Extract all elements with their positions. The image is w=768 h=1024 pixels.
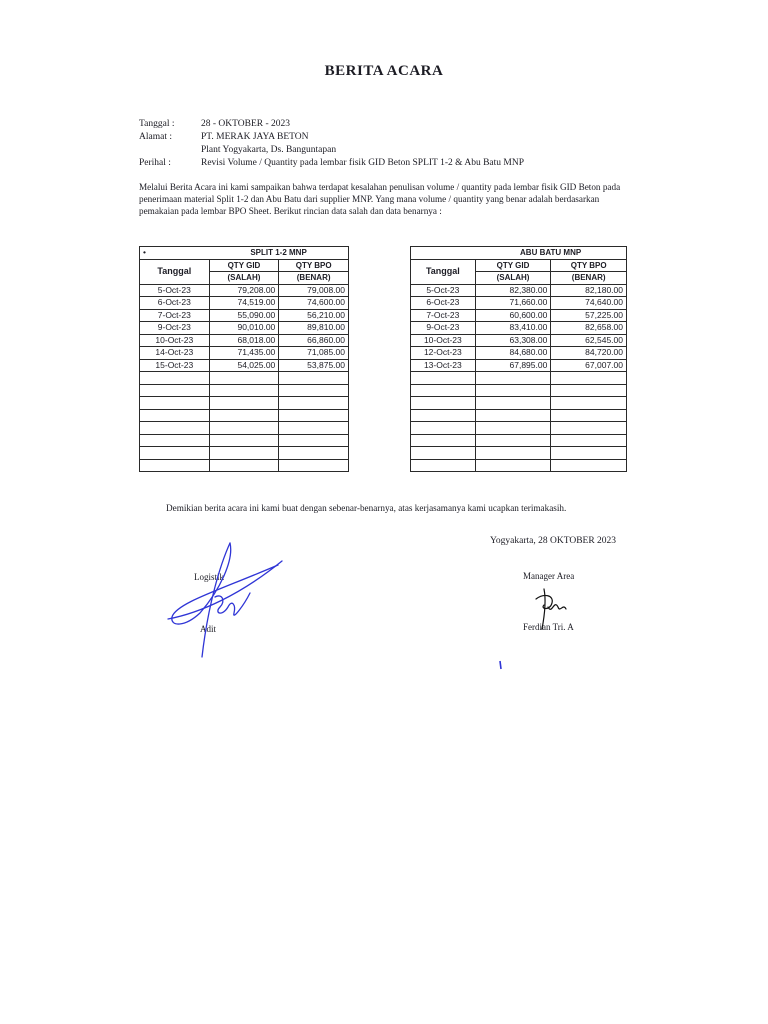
col-header-bpo: QTY BPO bbox=[279, 259, 349, 272]
cell-qty-bpo: 67,007.00 bbox=[551, 359, 627, 372]
cell-date bbox=[140, 459, 210, 472]
table-row bbox=[411, 309, 627, 322]
table-header-row bbox=[411, 259, 627, 272]
table-row bbox=[411, 447, 627, 460]
table-title-row bbox=[411, 247, 627, 260]
cell-qty-gid bbox=[209, 447, 279, 460]
paragraph-line: pemakaian pada lembar BPO Sheet. Berikut rincian data salah dan data benarnya : bbox=[139, 206, 442, 216]
document-title: BERITA ACARA bbox=[324, 63, 444, 79]
cell-date: 9-Oct-23 bbox=[411, 322, 476, 335]
cell-qty-gid: 54,025.00 bbox=[209, 359, 279, 372]
paragraph-line: penerimaan material Split 1-2 dan Abu Batu dari supplier MNP. Yang mana volume / quantity yang benar adalah berdasarkan bbox=[139, 194, 600, 204]
table-row bbox=[140, 409, 349, 422]
abu-batu-table bbox=[410, 246, 627, 472]
table-row bbox=[411, 372, 627, 385]
cell-date: 6-Oct-23 bbox=[140, 297, 210, 310]
cell-qty-bpo: 89,810.00 bbox=[279, 322, 349, 335]
cell-qty-bpo bbox=[551, 447, 627, 460]
cell-qty-bpo bbox=[551, 409, 627, 422]
cell-qty-bpo: 57,225.00 bbox=[551, 309, 627, 322]
cell-date bbox=[140, 447, 210, 460]
cell-qty-bpo: 74,640.00 bbox=[551, 297, 627, 310]
cell-date: 10-Oct-23 bbox=[411, 334, 476, 347]
col-subheader-bpo: (BENAR) bbox=[551, 272, 627, 285]
cell-date bbox=[140, 397, 210, 410]
cell-date bbox=[140, 434, 210, 447]
paragraph-line: Melalui Berita Acara ini kami sampaikan bahwa terdapat kesalahan penulisan volume / quantity pada lembar fisik GID Beton pada bbox=[139, 182, 621, 192]
table-row bbox=[140, 372, 349, 385]
field-value: 28 - OKTOBER - 2023 bbox=[201, 119, 291, 129]
field-label: Perihal : bbox=[139, 158, 171, 168]
cell-qty-gid bbox=[475, 372, 551, 385]
cell-qty-gid bbox=[475, 384, 551, 397]
table-row bbox=[411, 384, 627, 397]
table-row bbox=[411, 334, 627, 347]
table-row bbox=[140, 297, 349, 310]
cell-date bbox=[411, 447, 476, 460]
table-row bbox=[140, 459, 349, 472]
field-label: Alamat : bbox=[139, 132, 172, 142]
table-row bbox=[140, 322, 349, 335]
signature-left bbox=[160, 535, 290, 665]
table-row bbox=[411, 409, 627, 422]
table-header-row bbox=[140, 259, 349, 272]
cell-date: 14-Oct-23 bbox=[140, 347, 210, 360]
cell-date bbox=[411, 459, 476, 472]
cell-qty-bpo bbox=[279, 447, 349, 460]
cell-qty-gid bbox=[209, 397, 279, 410]
cell-qty-gid bbox=[209, 384, 279, 397]
cell-date bbox=[140, 384, 210, 397]
cell-qty-bpo bbox=[551, 372, 627, 385]
table-row bbox=[411, 297, 627, 310]
table-row bbox=[411, 284, 627, 297]
col-subheader-gid: (SALAH) bbox=[475, 272, 551, 285]
cell-qty-bpo bbox=[551, 397, 627, 410]
cell-qty-bpo: 82,658.00 bbox=[551, 322, 627, 335]
place-date: Yogyakarta, 28 OKTOBER 2023 bbox=[490, 536, 617, 546]
cell-date: 10-Oct-23 bbox=[140, 334, 210, 347]
signatory-left-role: Logistik bbox=[194, 572, 225, 582]
cell-qty-bpo: 56,210.00 bbox=[279, 309, 349, 322]
cell-qty-gid bbox=[209, 434, 279, 447]
table-row bbox=[411, 322, 627, 335]
cell-qty-bpo bbox=[279, 422, 349, 435]
cell-qty-gid bbox=[209, 459, 279, 472]
col-subheader-gid: (SALAH) bbox=[209, 272, 279, 285]
signatory-right-name: Ferdian Tri. A bbox=[523, 622, 574, 632]
cell-qty-bpo: 71,085.00 bbox=[279, 347, 349, 360]
cell-date bbox=[140, 409, 210, 422]
cell-date bbox=[411, 409, 476, 422]
field-label: Tanggal : bbox=[139, 119, 175, 129]
cell-date bbox=[140, 422, 210, 435]
intro-paragraph bbox=[139, 181, 684, 217]
cell-date: 7-Oct-23 bbox=[140, 309, 210, 322]
cell-qty-gid: 55,090.00 bbox=[209, 309, 279, 322]
cell-qty-gid: 71,660.00 bbox=[475, 297, 551, 310]
cell-qty-bpo: 53,875.00 bbox=[279, 359, 349, 372]
table-title-spacer bbox=[411, 247, 476, 260]
table-row bbox=[140, 434, 349, 447]
col-header-date: Tanggal bbox=[140, 259, 210, 284]
cell-qty-gid: 67,895.00 bbox=[475, 359, 551, 372]
cell-date: 7-Oct-23 bbox=[411, 309, 476, 322]
cell-qty-bpo bbox=[551, 422, 627, 435]
cell-qty-gid: 82,380.00 bbox=[475, 284, 551, 297]
col-header-gid: QTY GID bbox=[209, 259, 279, 272]
col-header-gid: QTY GID bbox=[475, 259, 551, 272]
cell-qty-bpo: 62,545.00 bbox=[551, 334, 627, 347]
table-row bbox=[411, 434, 627, 447]
table-row bbox=[140, 397, 349, 410]
cell-date bbox=[411, 422, 476, 435]
field-value: Revisi Volume / Quantity pada lembar fisik GID Beton SPLIT 1-2 & Abu Batu MNP bbox=[201, 158, 524, 168]
cell-qty-bpo: 74,600.00 bbox=[279, 297, 349, 310]
col-header-date: Tanggal bbox=[411, 259, 476, 284]
cell-qty-gid bbox=[475, 459, 551, 472]
cell-qty-bpo bbox=[279, 434, 349, 447]
cell-date: 13-Oct-23 bbox=[411, 359, 476, 372]
cell-qty-gid: 74,519.00 bbox=[209, 297, 279, 310]
table-title-row bbox=[140, 247, 349, 260]
signature-right bbox=[530, 585, 575, 635]
table-row bbox=[411, 397, 627, 410]
cell-qty-bpo bbox=[279, 409, 349, 422]
cell-qty-bpo: 82,180.00 bbox=[551, 284, 627, 297]
cell-qty-gid: 83,410.00 bbox=[475, 322, 551, 335]
cell-date: 5-Oct-23 bbox=[140, 284, 210, 297]
table-row bbox=[411, 459, 627, 472]
table-row bbox=[140, 422, 349, 435]
col-subheader-bpo: (BENAR) bbox=[279, 272, 349, 285]
table-row bbox=[140, 309, 349, 322]
cell-qty-gid: 71,435.00 bbox=[209, 347, 279, 360]
table-title: ABU BATU MNP bbox=[475, 247, 626, 260]
field-value: PT. MERAK JAYA BETON bbox=[201, 132, 309, 142]
cell-qty-bpo bbox=[279, 372, 349, 385]
cell-qty-gid: 60,600.00 bbox=[475, 309, 551, 322]
cell-qty-gid: 84,680.00 bbox=[475, 347, 551, 360]
cell-qty-gid bbox=[209, 372, 279, 385]
cell-qty-bpo: 79,008.00 bbox=[279, 284, 349, 297]
cell-qty-gid: 63,308.00 bbox=[475, 334, 551, 347]
table-row bbox=[411, 422, 627, 435]
cell-qty-bpo bbox=[279, 459, 349, 472]
cell-qty-bpo bbox=[551, 459, 627, 472]
cell-qty-bpo: 84,720.00 bbox=[551, 347, 627, 360]
cell-qty-bpo bbox=[551, 384, 627, 397]
cell-qty-gid bbox=[475, 447, 551, 460]
cell-qty-bpo bbox=[279, 384, 349, 397]
ink-dot bbox=[497, 660, 505, 670]
signatory-left-name: Adit bbox=[200, 624, 217, 634]
split-table bbox=[139, 246, 349, 472]
cell-date: 15-Oct-23 bbox=[140, 359, 210, 372]
cell-qty-gid: 79,208.00 bbox=[209, 284, 279, 297]
cell-qty-gid bbox=[475, 409, 551, 422]
table-row bbox=[411, 347, 627, 360]
cell-qty-bpo bbox=[551, 434, 627, 447]
table-row bbox=[140, 447, 349, 460]
cell-qty-bpo: 66,860.00 bbox=[279, 334, 349, 347]
table-row bbox=[140, 384, 349, 397]
cell-date bbox=[411, 397, 476, 410]
table-row bbox=[140, 334, 349, 347]
cell-date: 5-Oct-23 bbox=[411, 284, 476, 297]
col-header-bpo: QTY BPO bbox=[551, 259, 627, 272]
cell-qty-gid bbox=[475, 434, 551, 447]
table-row bbox=[140, 347, 349, 360]
table-row bbox=[140, 284, 349, 297]
cell-date: 6-Oct-23 bbox=[411, 297, 476, 310]
field-value: Plant Yogyakarta, Ds. Banguntapan bbox=[201, 145, 337, 155]
cell-date bbox=[140, 372, 210, 385]
table-row bbox=[411, 359, 627, 372]
closing-statement: Demikian berita acara ini kami buat dengan sebenar-benarnya, atas kerjasamanya kami ucapkan terimakasih. bbox=[166, 503, 567, 513]
signatory-right-role: Manager Area bbox=[523, 571, 575, 581]
cell-qty-gid bbox=[209, 409, 279, 422]
cell-date bbox=[411, 372, 476, 385]
table-row bbox=[140, 359, 349, 372]
cell-qty-gid: 68,018.00 bbox=[209, 334, 279, 347]
table-title: SPLIT 1-2 MNP bbox=[209, 247, 348, 260]
cell-date bbox=[411, 434, 476, 447]
cell-qty-gid bbox=[475, 397, 551, 410]
cell-date bbox=[411, 384, 476, 397]
cell-date: 9-Oct-23 bbox=[140, 322, 210, 335]
cell-qty-gid: 90,010.00 bbox=[209, 322, 279, 335]
cell-qty-bpo bbox=[279, 397, 349, 410]
cell-qty-gid bbox=[209, 422, 279, 435]
table-mark: • bbox=[140, 247, 210, 260]
cell-date: 12-Oct-23 bbox=[411, 347, 476, 360]
cell-qty-gid bbox=[475, 422, 551, 435]
